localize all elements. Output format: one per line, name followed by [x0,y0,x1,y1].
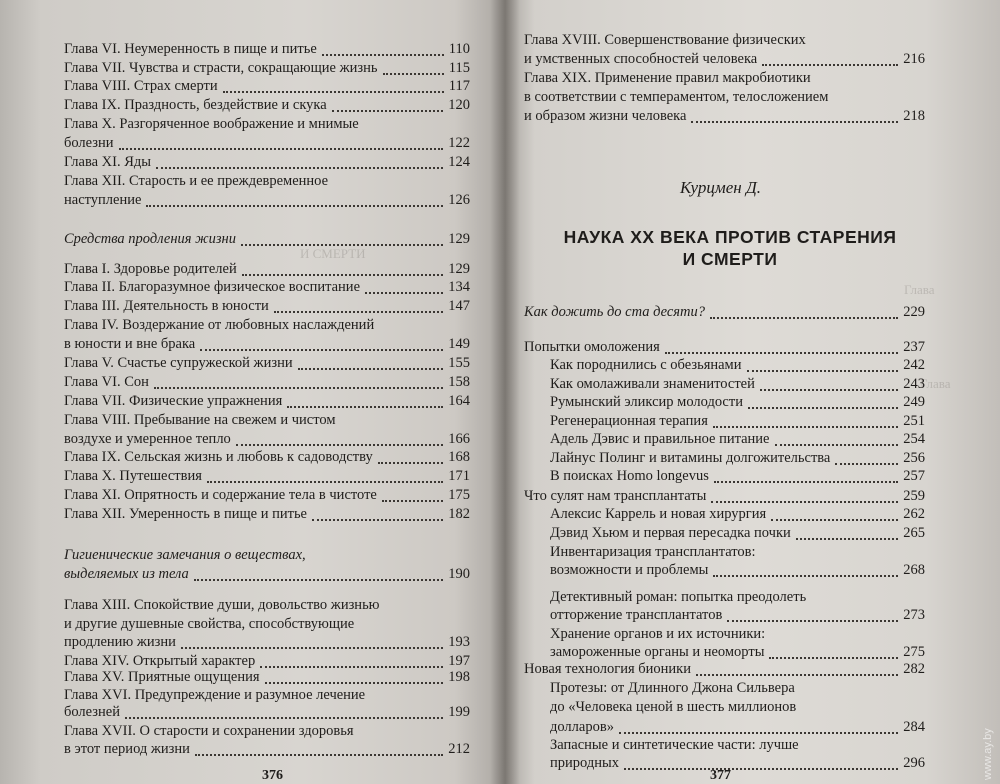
right-toc-page-number: 265 [903,525,925,541]
left-toc-entry-text: Глава XII. Старость и ее преждевременное [64,173,329,189]
left-toc-entry-text: Средства продления жизни [64,231,236,247]
left-toc-entry-text: продлению жизни [64,634,176,650]
right-top-toc-page-number: 218 [903,108,925,124]
left-toc-page-number: 129 [448,261,470,277]
left-toc-entry-text: болезней [64,704,120,720]
right-toc-entry-text: Румынский эликсир молодости [550,394,743,410]
left-toc-entry-text: Глава XI. Яды [64,154,152,170]
left-toc-entry-text: Глава VI. Сон [64,374,149,390]
right-toc-leader-dots [714,480,898,483]
left-toc-page-number: 126 [448,192,470,208]
left-toc-entry-text: Глава II. Благоразумное физическое воспитание [64,279,361,295]
right-toc-page-number: 262 [903,506,925,522]
right-toc-page-number: 282 [903,661,925,677]
left-toc-page-number: 158 [448,374,470,390]
right-top-toc-entry-text: и умственных способностей человека [524,51,758,67]
right-toc-entry-text: Алексис Каррель и новая хирургия [550,506,767,522]
left-toc-leader-dots [312,518,443,521]
left-toc-leader-dots [156,166,443,169]
left-toc-entry-text: Глава III. Деятельность в юности [64,298,269,314]
right-toc-entry-text: Адель Дэвис и правильное питание [550,431,770,447]
right-toc-entry-text: Запасные и синтетические части: лучше [550,737,799,753]
right-toc-leader-dots [775,443,899,446]
left-toc-entry-text: Глава XV. Приятные ощущения [64,669,260,685]
right-toc-leader-dots [771,518,898,521]
right-top-toc-leader-dots [691,120,898,123]
right-toc-page-number: 256 [903,450,925,466]
left-toc-entry-text: Гигиенические замечания о веществах, [64,547,306,563]
left-toc-entry-text: Глава IV. Воздержание от любовных наслаждений [64,317,375,333]
left-toc-entry-text: болезни [64,135,114,151]
right-toc-entry-text: замороженные органы и неоморты [550,644,765,660]
left-toc-entry-text: Глава XVI. Предупреждение и разумное лечение [64,687,366,703]
left-toc-leader-dots [287,405,443,408]
author-name: Курцмен Д. [680,178,762,197]
left-toc-page-number: 129 [448,231,470,247]
left-toc-page-number: 171 [448,468,470,484]
right-top-toc-entry-text: Глава XIX. Применение правил макробиотики [524,70,811,86]
left-toc-entry-text: Глава VII. Физические упражнения [64,393,283,409]
right-toc-leader-dots [713,425,898,428]
left-toc-page-number: 197 [448,653,470,669]
left-toc-entry-text: Глава IX. Сельская жизнь и любовь к садоводству [64,449,373,465]
left-toc-leader-dots [242,273,444,276]
left-toc-page-number: 117 [448,78,470,94]
left-toc-entry-text: в этот период жизни [64,741,190,757]
left-toc-page-number: 198 [448,669,470,685]
right-toc-leader-dots [711,500,898,503]
left-toc-page-number: 190 [448,566,470,582]
right-toc-leader-dots [760,388,898,391]
left-toc-leader-dots [260,665,443,668]
left-toc-entry-text: Глава XVII. О старости и сохранении здоровья [64,723,354,739]
right-toc-leader-dots [713,574,898,577]
right-top-toc-entry-text: в соответствии с темпераментом, телосложением [524,89,829,105]
left-toc-page-number: 168 [448,449,470,465]
left-toc-entry-text: Глава VIII. Страх смерти [64,78,218,94]
right-toc-entry-text: Как омолаживали знаменитостей [550,376,755,392]
right-toc-page-number: 296 [903,755,925,771]
right-toc-leader-dots [619,731,898,734]
right-toc-leader-dots [710,316,898,319]
left-toc-leader-dots [146,204,443,207]
right-toc-page-number: 251 [903,413,925,429]
left-toc-page-number: 164 [448,393,470,409]
right-toc-leader-dots [835,462,898,465]
right-toc-entry-text: долларов» [550,719,614,735]
left-toc-page-number: 115 [448,60,470,76]
left-toc-leader-dots [241,243,443,246]
right-top-toc-leader-dots [762,63,898,66]
left-toc-leader-dots [154,386,443,389]
left-toc-entry-text: Глава VIII. Пребывание на свежем и чистом [64,412,336,428]
right-toc-entry-text: Регенерационная терапия [550,413,708,429]
bleed-through-text: Глава [920,376,951,391]
right-toc-page-number: 268 [903,562,925,578]
left-toc-page-number: 166 [448,431,470,447]
right-toc-page-number: 273 [903,607,925,623]
right-toc-entry-text: Протезы: от Длинного Джона Сильвера [550,680,795,696]
left-toc-leader-dots [322,53,444,56]
left-toc-leader-dots [378,461,444,464]
left-toc-page-number: 193 [448,634,470,650]
left-toc-entry-text: наступление [64,192,142,208]
right-toc-page-number: 249 [903,394,925,410]
right-toc-leader-dots [796,537,898,540]
right-toc-entry-text: Дэвид Хьюм и первая пересадка почки [550,525,791,541]
right-toc-entry-text: Детективный роман: попытка преодолеть [550,589,807,605]
right-toc-page-number: 257 [903,468,925,484]
right-toc-entry-text: отторжение трансплантатов [550,607,723,623]
right-toc-page-number: 243 [903,376,925,392]
watermark [982,690,996,780]
left-toc-page-number: 182 [448,506,470,522]
left-toc-page-number: 147 [448,298,470,314]
bleed-through-text: Глава [904,282,935,297]
left-toc-leader-dots [195,753,443,756]
left-toc-page-number: 122 [448,135,470,151]
left-toc-page-number: 199 [448,704,470,720]
left-toc-page-number: 124 [448,154,470,170]
left-toc-entry-text: в юности и вне брака [64,336,196,352]
right-toc-page-number: 237 [903,339,925,355]
left-toc-entry-text: Глава V. Счастье супружеской жизни [64,355,293,371]
left-toc-entry-text: Глава VII. Чувства и страсти, сокращающие жизнь [64,60,378,76]
left-toc-page-number: 120 [448,97,470,113]
left-toc-page-number: 175 [448,487,470,503]
left-toc-entry-text: выделяемых из тела [64,566,189,582]
right-toc-leader-dots [748,406,898,409]
left-toc-leader-dots [365,291,443,294]
right-toc-entry-text: до «Человека ценой в шесть миллионов [550,699,797,715]
left-toc-entry-text: Глава XIII. Спокойствие души, довольство жизнью [64,597,380,613]
left-toc-entry-text: Глава I. Здоровье родителей [64,261,237,277]
left-toc-leader-dots [298,367,444,370]
left-toc-entry-text: Глава X. Путешествия [64,468,202,484]
left-toc-leader-dots [332,109,444,112]
right-toc-page-number: 275 [903,644,925,660]
watermark-text: www.ay.by [982,728,994,780]
right-toc-entry-text: Лайнус Полинг и витамины долгожительства [550,450,831,466]
book-title-line-1: НАУКА XX ВЕКА ПРОТИВ СТАРЕНИЯ [563,227,897,247]
right-toc-page-number: 284 [903,719,925,735]
left-toc-entry-text: воздухе и умеренное тепло [64,431,231,447]
left-toc-leader-dots [223,90,444,93]
left-toc-entry-text: Глава XIV. Открытый характер [64,653,256,669]
right-toc-leader-dots [696,673,898,676]
left-toc-entry-text: Глава IX. Праздность, бездействие и скука [64,97,327,113]
left-toc-entry-text: Глава XI. Опрятность и содержание тела в чистоте [64,487,377,503]
right-toc-leader-dots [769,656,898,659]
left-toc-entry-text: Глава XII. Умеренность в пище и питье [64,506,307,522]
left-toc-leader-dots [236,443,443,446]
left-toc-leader-dots [119,147,444,150]
book-gutter [490,0,520,784]
right-toc-page-number: 254 [903,431,925,447]
right-toc-entry-text: В поисках Homo longevus [550,468,709,484]
left-toc-leader-dots [382,499,443,502]
right-toc-page-number: 229 [903,304,925,320]
right-top-toc-entry-text: Глава XVIII. Совершенствование физических [524,32,806,48]
right-toc-leader-dots [727,619,898,622]
right-toc-leader-dots [665,351,898,354]
right-toc-page-number: 242 [903,357,925,373]
left-toc-page-number: 110 [448,41,470,57]
right-toc-entry-text: природных [550,755,619,771]
left-toc-leader-dots [194,578,443,581]
right-toc-entry-text: Инвентаризация трансплантатов: [550,544,756,560]
right-toc-entry-text: Как породнились с обезьянами [550,357,742,373]
left-toc-entry-text: Глава X. Разгоряченное воображение и мнимые [64,116,359,132]
right-toc-entry-text: Новая технология бионики [524,661,691,677]
left-toc-page-number: 212 [448,741,470,757]
right-toc-leader-dots [624,767,898,770]
bleed-through-text: И СМЕРТИ [300,246,366,261]
left-toc-leader-dots [125,716,443,719]
page-number-right: 377 [710,768,731,783]
right-toc-entry-text: Как дожить до ста десяти? [524,304,706,320]
right-toc-entry-text: Попытки омоложения [524,339,660,355]
right-top-toc-entry-text: и образом жизни человека [524,108,687,124]
left-toc-leader-dots [274,310,443,313]
left-toc-page-number: 155 [448,355,470,371]
right-toc-entry-text: Хранение органов и их источники: [550,626,766,642]
left-toc-leader-dots [200,348,443,351]
left-toc-leader-dots [383,72,444,75]
right-top-toc-page-number: 216 [903,51,925,67]
page-number-left: 376 [262,768,283,783]
left-toc-leader-dots [181,646,443,649]
left-toc-page-number: 149 [448,336,470,352]
left-toc-entry-text: Глава VI. Неумеренность в пище и питье [64,41,317,57]
left-toc-page-number: 134 [448,279,470,295]
left-toc-leader-dots [265,681,444,684]
book-title-line-2: И СМЕРТИ [682,249,778,269]
right-toc-entry-text: возможности и проблемы [550,562,709,578]
right-toc-entry-text: Что сулят нам трансплантаты [524,488,707,504]
right-toc-leader-dots [747,369,899,372]
right-toc-page-number: 259 [903,488,925,504]
left-toc-entry-text: и другие душевные свойства, способствующие [64,616,355,632]
left-toc-leader-dots [207,480,443,483]
